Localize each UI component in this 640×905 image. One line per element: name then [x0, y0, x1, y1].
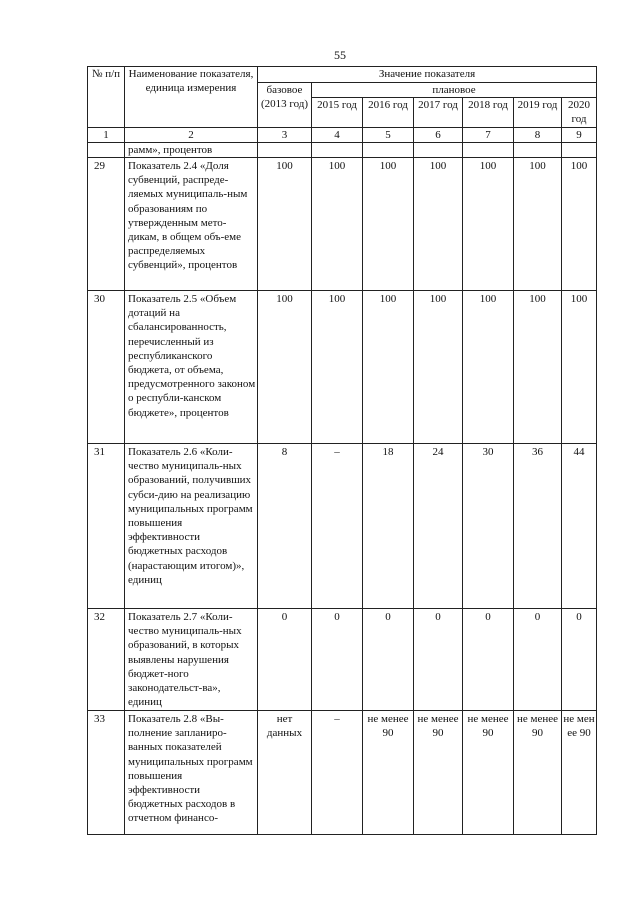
header-value: Значение показателя [258, 67, 597, 83]
base-value: 8 [258, 444, 312, 609]
planned-value: 30 [463, 444, 514, 609]
row-number: 32 [88, 609, 125, 711]
indicator-name: Показатель 2.5 «Объем дотаций на сбалансированность, перечисленный из республиканского бюджета, от объема, предусмотренного законом о республи-канском бюджете», процентов [125, 291, 258, 444]
header-year: 2018 год [463, 98, 514, 127]
planned-value: 100 [363, 158, 414, 291]
planned-value: 36 [514, 444, 562, 609]
planned-value: 100 [312, 291, 363, 444]
header-year: 2017 год [414, 98, 463, 127]
indicator-name: Показатель 2.4 «Доля субвенций, распреде-ляемых муниципаль-ным образованиям по утвержденным мето-дикам, в общем объ-еме распределяемых субвенций», процентов [125, 158, 258, 291]
row-number: 30 [88, 291, 125, 444]
planned-value: 100 [463, 291, 514, 444]
planned-value: 0 [414, 609, 463, 711]
planned-value: – [312, 444, 363, 609]
header-base: базовое (2013 год) [258, 83, 312, 128]
continuation-row [88, 142, 597, 157]
column-number: 6 [414, 127, 463, 142]
table-row [88, 158, 597, 291]
planned-value: 100 [514, 158, 562, 291]
planned-value: 24 [414, 444, 463, 609]
table-row [88, 711, 597, 835]
column-number: 1 [88, 127, 125, 142]
planned-value: 100 [414, 291, 463, 444]
column-number: 5 [363, 127, 414, 142]
planned-value: 0 [514, 609, 562, 711]
indicator-name: Показатель 2.7 «Коли-чество муниципаль-ных образований, в которых выявлены нарушения бюджет-ного законодательст-ва», единиц [125, 609, 258, 711]
base-value: 100 [258, 158, 312, 291]
column-number: 7 [463, 127, 514, 142]
table-row [88, 291, 597, 444]
planned-value: 100 [414, 158, 463, 291]
planned-value: 44 [562, 444, 597, 609]
indicators-table [87, 66, 597, 835]
planned-value: 100 [514, 291, 562, 444]
header-year: 2019 год [514, 98, 562, 127]
header-planned: плановое [312, 83, 597, 98]
column-number: 4 [312, 127, 363, 142]
header-num: № п/п [88, 67, 125, 128]
indicator-name: Показатель 2.8 «Вы-полнение запланиро-ванных показателей муниципальных программ повышения эффективности бюджетных расходов в отчетном финансо- [125, 711, 258, 835]
planned-value: 100 [463, 158, 514, 291]
planned-value: 0 [562, 609, 597, 711]
base-value: нет данных [258, 711, 312, 835]
planned-value: не мен ее 90 [562, 711, 597, 835]
planned-value: не менее 90 [463, 711, 514, 835]
planned-value: не менее 90 [363, 711, 414, 835]
planned-value: 0 [463, 609, 514, 711]
table-row [88, 444, 597, 609]
page-number: 55 [334, 48, 346, 62]
column-number: 8 [514, 127, 562, 142]
column-number: 3 [258, 127, 312, 142]
planned-value: 100 [363, 291, 414, 444]
planned-value: не менее 90 [514, 711, 562, 835]
base-value: 0 [258, 609, 312, 711]
header-year: 2015 год [312, 98, 363, 127]
planned-value: 100 [562, 158, 597, 291]
table-row [88, 609, 597, 711]
column-number: 2 [125, 127, 258, 142]
planned-value: 100 [312, 158, 363, 291]
column-number: 9 [562, 127, 597, 142]
row-number: 33 [88, 711, 125, 835]
row-number: 29 [88, 158, 125, 291]
header-year: 2020 год [562, 98, 597, 127]
header-name: Наименование показателя, единица измерения [125, 67, 258, 128]
planned-value: 18 [363, 444, 414, 609]
planned-value: 0 [363, 609, 414, 711]
header-year: 2016 год [363, 98, 414, 127]
planned-value: 100 [562, 291, 597, 444]
planned-value: 0 [312, 609, 363, 711]
continuation-text: рамм», процентов [125, 142, 258, 157]
base-value: 100 [258, 291, 312, 444]
indicator-name: Показатель 2.6 «Коли-чество муниципаль-ных образований, получивших субси-дию на реализацию муниципальных программ повышения эффективности бюджетных расходов (нарастающим итогом)», единиц [125, 444, 258, 609]
planned-value: – [312, 711, 363, 835]
planned-value: не менее 90 [414, 711, 463, 835]
row-number: 31 [88, 444, 125, 609]
